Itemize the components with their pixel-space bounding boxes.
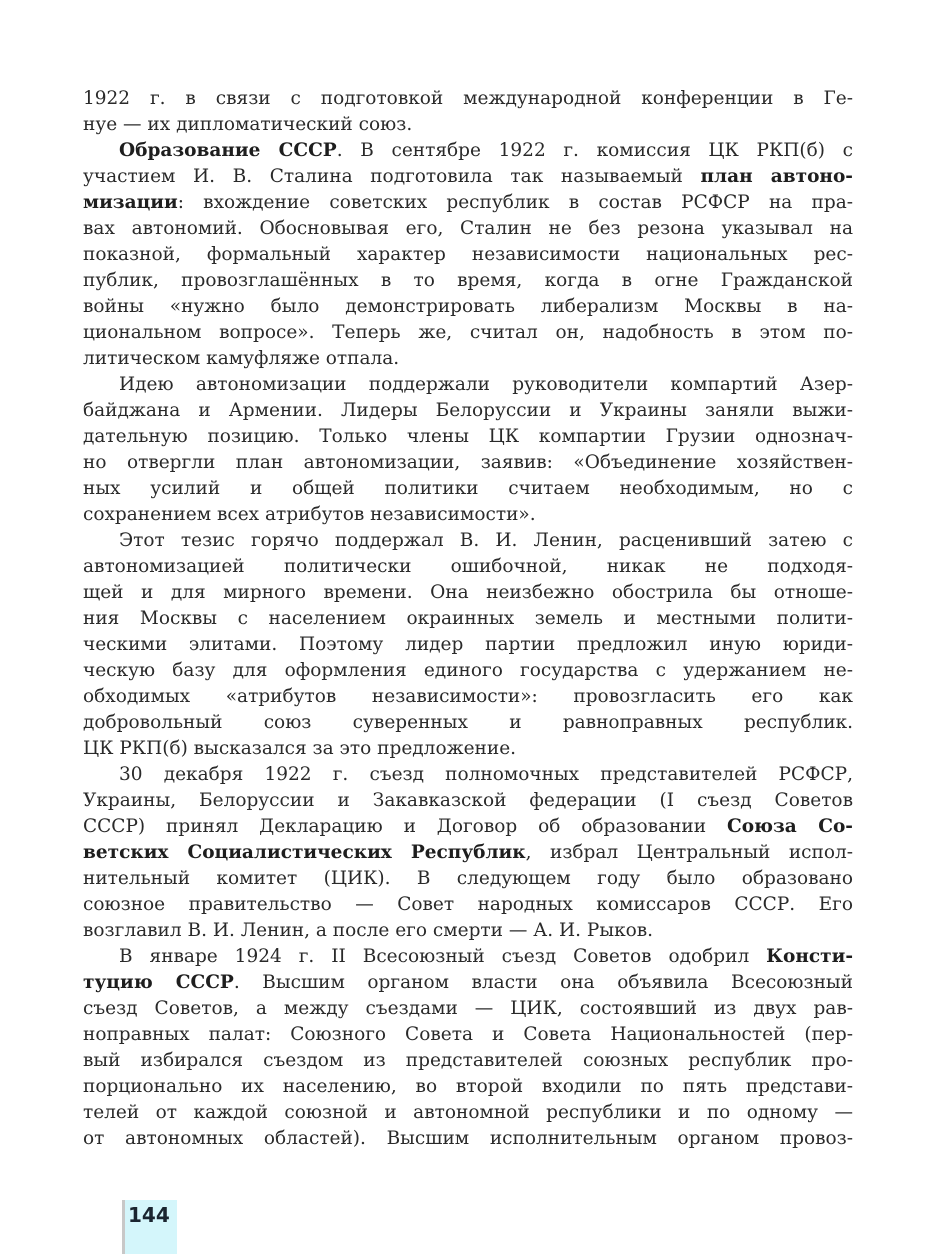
text-run: нительный комитет (ЦИК). В следующем году было образовано — [83, 868, 853, 889]
text-run: нуе — их дипломатический союз. — [83, 114, 413, 135]
text-run: байджана и Армении. Лидеры Белоруссии и Украины заняли выжи- — [83, 400, 853, 421]
bold-term: туцию СССР — [83, 972, 234, 993]
paragraph — [83, 762, 853, 944]
text-line — [83, 450, 853, 476]
text-line — [83, 138, 853, 164]
text-run: , избрал Центральный испол- — [525, 842, 853, 863]
text-line — [83, 580, 853, 606]
page-number: 144 — [128, 1203, 170, 1227]
text-line — [83, 476, 853, 502]
paragraph — [83, 944, 853, 1152]
text-run: . В сентябре 1922 г. комиссия ЦК РКП(б) с — [336, 140, 854, 161]
text-run: но отвергли план автономизации, заявив: «Объединение хозяйствен- — [83, 452, 853, 473]
text-run: добровольный союз суверенных и равноправных республик. — [83, 712, 853, 733]
text-run: показной, формальный характер независимости национальных рес- — [83, 244, 853, 265]
text-run: публик, провозглашённых в то время, когда в огне Гражданской — [83, 270, 853, 291]
bold-term: ветских Социалистических Республик — [83, 842, 526, 863]
text-line — [83, 918, 853, 944]
text-line — [83, 710, 853, 736]
text-run: В январе 1924 г. II Всесоюзный съезд Советов одобрил — [119, 946, 767, 967]
text-line — [83, 164, 853, 190]
text-line — [83, 788, 853, 814]
text-run: циональном вопросе». Теперь же, считал он, надобность в этом по- — [83, 322, 853, 343]
text-run: дательную позицию. Только члены ЦК компартии Грузии однознач- — [83, 426, 853, 447]
text-line — [83, 86, 853, 112]
text-run: ния Москвы с населением окраинных земель и местными полити- — [83, 608, 853, 629]
text-run: ческую базу для оформления единого государства с удержанием не- — [83, 660, 853, 681]
text-run: ЦК РКП(б) высказался за это предложение. — [83, 738, 517, 759]
text-run: щей и для мирного времени. Она неизбежно обострила бы отноше- — [83, 582, 853, 603]
text-run: ных усилий и общей политики считаем необходимым, но с — [83, 478, 853, 499]
text-line — [83, 294, 853, 320]
bold-term: Консти- — [766, 946, 853, 967]
text-line — [83, 268, 853, 294]
text-line — [83, 1022, 853, 1048]
text-run: ноправных палат: Союзного Совета и Совета Национальностей (пер- — [83, 1024, 853, 1045]
text-run: . Высшим органом власти она объявила Всесоюзный — [233, 972, 853, 993]
text-run: литическом камуфляже отпала. — [83, 348, 400, 369]
text-run: 1922 г. в связи с подготовкой международной конференции в Ге- — [83, 88, 853, 109]
text-line — [83, 944, 853, 970]
text-line — [83, 684, 853, 710]
text-run: обходимых «атрибутов независимости»: провозгласить его как — [83, 686, 853, 707]
bold-term: Образование СССР — [119, 140, 337, 161]
text-line — [83, 112, 853, 138]
paragraph — [83, 86, 853, 138]
text-line — [83, 892, 853, 918]
text-run: Идею автономизации поддержали руководители компартий Азер- — [119, 374, 853, 395]
text-run: 30 декабря 1922 г. съезд полномочных представителей РСФСР, — [119, 764, 853, 785]
text-line — [83, 320, 853, 346]
text-line — [83, 866, 853, 892]
text-line — [83, 814, 853, 840]
text-line — [83, 398, 853, 424]
page-body-text — [83, 86, 853, 1152]
text-run: участием И. В. Сталина подготовила так называемый — [83, 166, 701, 187]
text-run: от автономных областей). Высшим исполнительным органом провоз- — [83, 1128, 853, 1149]
text-run: автономизацией политически ошибочной, никак не подходя- — [83, 556, 853, 577]
bold-term: Союза Со- — [726, 816, 853, 837]
text-line — [83, 996, 853, 1022]
text-line — [83, 242, 853, 268]
text-run: : вхождение советских республик в состав РСФСР на пра- — [177, 192, 853, 213]
text-line — [83, 216, 853, 242]
bold-term: мизации — [83, 192, 178, 213]
text-line — [83, 424, 853, 450]
text-run: телей от каждой союзной и автономной республики и по одному — — [83, 1102, 853, 1123]
paragraph — [83, 372, 853, 528]
text-line — [83, 528, 853, 554]
text-line — [83, 372, 853, 398]
text-run: союзное правительство — Совет народных комиссаров СССР. Его — [83, 894, 853, 915]
text-run: ческими элитами. Поэтому лидер партии предложил иную юриди- — [83, 634, 853, 655]
text-line — [83, 736, 853, 762]
text-line — [83, 346, 853, 372]
text-line — [83, 190, 853, 216]
text-run: вый избирался съездом из представителей союзных республик про- — [83, 1050, 853, 1071]
text-line — [83, 502, 853, 528]
text-run: вах автономий. Обосновывая его, Сталин не без резона указывал на — [83, 218, 853, 239]
text-line — [83, 1074, 853, 1100]
text-line — [83, 970, 853, 996]
text-line — [83, 554, 853, 580]
paragraph — [83, 138, 853, 372]
text-run: возглавил В. И. Ленин, а после его смерти — А. И. Рыков. — [83, 920, 654, 941]
text-run: Украины, Белоруссии и Закавказской федерации (I съезд Советов — [83, 790, 853, 811]
text-run: войны «нужно было демонстрировать либерализм Москвы в на- — [83, 296, 853, 317]
text-line — [83, 1048, 853, 1074]
text-run: съезд Советов, а между съездами — ЦИК, состоявший из двух рав- — [83, 998, 853, 1019]
text-run: порционально их населению, во второй входили по пять представи- — [83, 1076, 853, 1097]
text-run: СССР) принял Декларацию и Договор об образовании — [83, 816, 727, 837]
text-line — [83, 1126, 853, 1152]
text-run: сохранением всех атрибутов независимости». — [83, 504, 536, 525]
text-run: Этот тезис горячо поддержал В. И. Ленин, расценивший затею с — [119, 530, 853, 551]
text-line — [83, 606, 853, 632]
text-line — [83, 658, 853, 684]
text-line — [83, 632, 853, 658]
text-line — [83, 1100, 853, 1126]
paragraph — [83, 528, 853, 762]
text-line — [83, 840, 853, 866]
text-line — [83, 762, 853, 788]
bold-term: план автоно- — [700, 166, 853, 187]
